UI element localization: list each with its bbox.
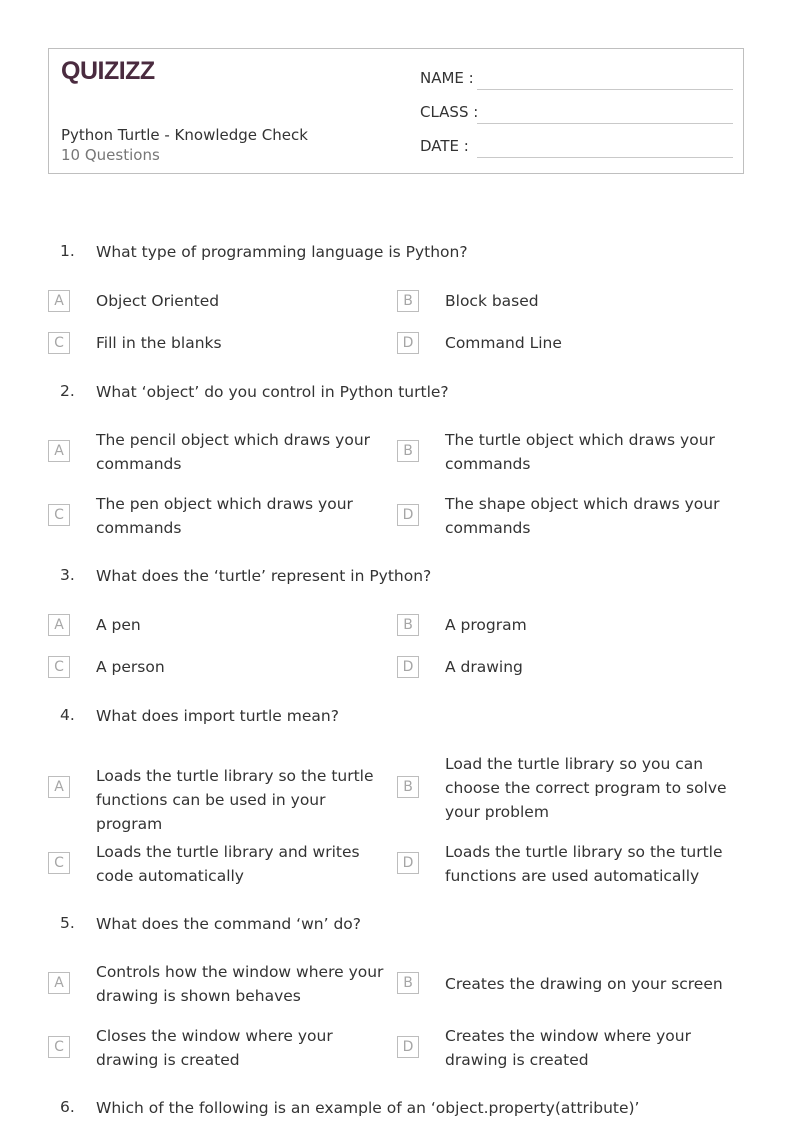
option-text: Command Line bbox=[445, 334, 562, 352]
option-text: A drawing bbox=[445, 658, 523, 676]
option-box[interactable]: B bbox=[397, 290, 419, 312]
quizizz-logo: QUIZIZZ bbox=[61, 57, 155, 85]
option-text: A program bbox=[445, 616, 527, 634]
question-number: 4. bbox=[60, 706, 75, 724]
question-text: What type of programming language is Python? bbox=[96, 243, 468, 261]
option-box[interactable]: A bbox=[48, 440, 70, 462]
class-label: CLASS : bbox=[420, 103, 479, 121]
option-box[interactable]: D bbox=[397, 504, 419, 526]
question-text: What does the command ‘wn’ do? bbox=[96, 915, 361, 933]
option-box[interactable]: C bbox=[48, 332, 70, 354]
option-text: Block based bbox=[445, 292, 539, 310]
option-box[interactable]: B bbox=[397, 614, 419, 636]
option-text: The pencil object which draws your commands bbox=[96, 431, 371, 473]
name-line[interactable] bbox=[477, 89, 733, 90]
class-line[interactable] bbox=[477, 123, 733, 124]
option-box[interactable]: D bbox=[397, 332, 419, 354]
question-number: 3. bbox=[60, 566, 75, 584]
option-box[interactable]: A bbox=[48, 290, 70, 312]
option-box[interactable]: D bbox=[397, 1036, 419, 1058]
option-box[interactable]: C bbox=[48, 656, 70, 678]
date-label: DATE : bbox=[420, 137, 469, 155]
option-box[interactable]: A bbox=[48, 776, 70, 798]
option-box[interactable]: A bbox=[48, 972, 70, 994]
option-text: Loads the turtle library and writes code automatically bbox=[96, 843, 360, 885]
option-text: Load the turtle library so you can choose the correct program to solve your problem bbox=[445, 755, 727, 821]
question-text: What does import turtle mean? bbox=[96, 707, 339, 725]
option-text: Loads the turtle library so the turtle functions are used automatically bbox=[445, 843, 723, 885]
worksheet-title: Python Turtle - Knowledge Check bbox=[61, 126, 308, 144]
option-text: Fill in the blanks bbox=[96, 334, 222, 352]
option-text: The shape object which draws your commands bbox=[445, 495, 720, 537]
option-box[interactable]: C bbox=[48, 1036, 70, 1058]
name-label: NAME : bbox=[420, 69, 474, 87]
option-text: Closes the window where your drawing is created bbox=[96, 1027, 333, 1069]
question-number: 1. bbox=[60, 242, 75, 260]
option-text: Controls how the window where your drawing is shown behaves bbox=[96, 963, 384, 1005]
option-text: Creates the window where your drawing is created bbox=[445, 1027, 691, 1069]
option-box[interactable]: B bbox=[397, 776, 419, 798]
option-box[interactable]: C bbox=[48, 504, 70, 526]
option-box[interactable]: D bbox=[397, 656, 419, 678]
option-box[interactable]: B bbox=[397, 972, 419, 994]
option-text: The pen object which draws your commands bbox=[96, 495, 353, 537]
option-box[interactable]: B bbox=[397, 440, 419, 462]
option-text: A pen bbox=[96, 616, 141, 634]
option-text: Creates the drawing on your screen bbox=[445, 975, 723, 993]
option-text: A person bbox=[96, 658, 165, 676]
option-box[interactable]: A bbox=[48, 614, 70, 636]
worksheet-header bbox=[48, 48, 744, 174]
question-number: 6. bbox=[60, 1098, 75, 1116]
date-line[interactable] bbox=[477, 157, 733, 158]
question-count: 10 Questions bbox=[61, 146, 160, 164]
question-text: What ‘object’ do you control in Python turtle? bbox=[96, 383, 449, 401]
question-text: What does the ‘turtle’ represent in Python? bbox=[96, 567, 432, 585]
option-box[interactable]: C bbox=[48, 852, 70, 874]
option-box[interactable]: D bbox=[397, 852, 419, 874]
question-number: 5. bbox=[60, 914, 75, 932]
question-number: 2. bbox=[60, 382, 75, 400]
option-text: Loads the turtle library so the turtle functions can be used in your program bbox=[96, 767, 374, 833]
option-text: The turtle object which draws your commands bbox=[445, 431, 715, 473]
question-text: Which of the following is an example of an ‘object.property(attribute)’ bbox=[96, 1099, 640, 1117]
option-text: Object Oriented bbox=[96, 292, 220, 310]
